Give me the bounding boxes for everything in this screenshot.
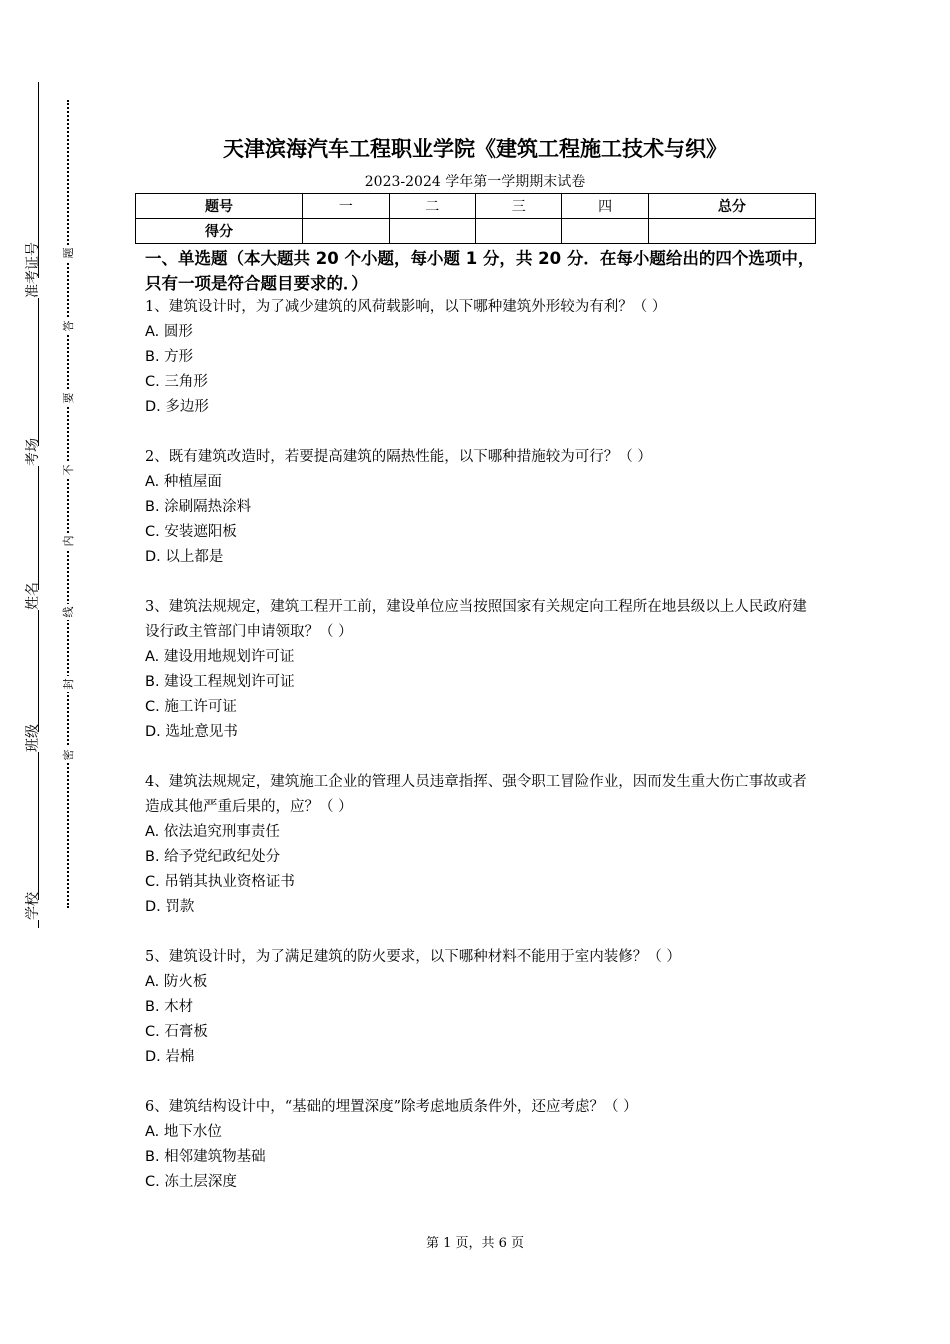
question-stem: 1、建筑设计时，为了减少建筑的风荷载影响，以下哪种建筑外形较为有利？（ ） [145,299,667,315]
option-text: 选址意见书 [165,724,238,740]
answer-option[interactable] [145,1170,813,1195]
score-header-cell: 二 [389,194,475,219]
option-letter: C. [145,1024,160,1040]
field-school-label: 学校 [22,900,42,920]
answer-option[interactable] [145,520,813,545]
question-stem: 3、建筑法规规定，建筑工程开工前，建设单位应当按照国家有关规定向工程所在地县级以上人民政府建设行政主管部门申请领取？（ ） [145,599,807,640]
field-exam-number-label: 准考证号 [22,278,42,298]
seal-char: 题 [60,245,76,261]
option-text: 依法追究刑事责任 [163,824,280,840]
option-text: 多边形 [165,399,209,415]
option-text: 方形 [164,349,194,365]
score-table [135,193,816,244]
answer-option[interactable] [145,395,813,420]
option-text: 以上都是 [165,549,224,565]
question-item [145,295,813,420]
option-letter: A. [145,324,160,340]
question-list [145,295,813,1220]
question-item [145,1095,813,1195]
option-text: 三角形 [164,374,208,390]
score-header-cell: 一 [303,194,389,219]
seal-char: 线 [60,604,76,620]
question-item [145,595,813,745]
option-text: 施工许可证 [164,699,237,715]
page-footer: 第 1 页，共 6 页 [425,1236,525,1251]
option-letter: A. [145,974,160,990]
option-letter: B. [145,674,160,690]
question-item [145,770,813,920]
answer-option[interactable] [145,495,813,520]
answer-option[interactable] [145,470,813,495]
score-cell[interactable] [303,219,389,244]
seal-char: 不 [60,462,76,478]
option-letter: D. [145,399,161,415]
option-text: 相邻建筑物基础 [164,1149,266,1165]
score-cell[interactable] [475,219,561,244]
option-text: 给予党纪政纪处分 [164,849,281,865]
answer-option[interactable] [145,845,813,870]
answer-option[interactable] [145,370,813,395]
binding-line [38,82,39,928]
option-text: 冻土层深度 [164,1174,237,1190]
field-class-label: 班级 [22,732,42,752]
answer-option[interactable] [145,1120,813,1145]
score-table-score-row [136,219,816,244]
exam-subtitle: 2023-2024 学年第一学期期末试卷 [364,174,586,190]
option-text: 罚款 [165,899,195,915]
option-letter: D. [145,899,161,915]
option-text: 安装遮阳板 [164,524,237,540]
seal-dotted-line [67,100,69,908]
option-letter: A. [145,824,160,840]
option-letter: A. [145,474,160,490]
seal-char: 封 [60,676,76,692]
option-letter: D. [145,724,161,740]
option-letter: C. [145,1174,160,1190]
option-text: 种植屋面 [163,474,222,490]
seal-char: 要 [60,390,76,406]
option-text: 涂刷隔热涂料 [164,499,252,515]
answer-option[interactable] [145,995,813,1020]
answer-option[interactable] [145,1045,813,1070]
option-text: 吊销其执业资格证书 [164,874,295,890]
option-letter: D. [145,1049,161,1065]
option-letter: C. [145,874,160,890]
question-item [145,445,813,570]
score-cell[interactable] [389,219,475,244]
score-header-cell: 三 [475,194,561,219]
option-text: 木材 [164,999,194,1015]
question-item [145,945,813,1070]
answer-option[interactable] [145,1020,813,1045]
answer-option[interactable] [145,695,813,720]
answer-option[interactable] [145,820,813,845]
field-name-label: 姓名 [22,590,42,610]
score-row-label: 得分 [136,219,303,244]
option-text: 圆形 [163,324,193,340]
option-text: 地下水位 [163,1124,222,1140]
option-letter: B. [145,999,160,1015]
seal-char: 答 [60,318,76,334]
answer-option[interactable] [145,970,813,995]
option-text: 岩棉 [165,1049,195,1065]
score-cell[interactable] [562,219,648,244]
answer-option[interactable] [145,720,813,745]
score-header-cell: 题号 [136,194,303,219]
option-letter: C. [145,374,160,390]
section-header: 一、单选题（本大题共 20 个小题，每小题 1 分，共 20 分．在每小题给出的四个选项中，只有一项是符合题目要求的．） [145,249,815,293]
option-letter: B. [145,349,160,365]
answer-option[interactable] [145,870,813,895]
option-letter: C. [145,699,160,715]
option-letter: D. [145,549,161,565]
seal-char: 内 [60,533,76,549]
option-letter: B. [145,499,160,515]
answer-option[interactable] [145,1145,813,1170]
score-table-header-row [136,194,816,219]
option-letter: A. [145,1124,160,1140]
question-stem: 5、建筑设计时，为了满足建筑的防火要求，以下哪种材料不能用于室内装修？（ ） [145,949,681,965]
question-stem: 4、建筑法规规定，建筑施工企业的管理人员违章指挥、强令职工冒险作业，因而发生重大伤亡事故或者造成其他严重后果的，应？（ ） [145,774,807,815]
score-cell[interactable] [648,219,815,244]
answer-option[interactable] [145,895,813,920]
question-stem: 6、建筑结构设计中，“基础的埋置深度”除考虑地质条件外，还应考虑？（ ） [145,1099,638,1115]
option-text: 石膏板 [164,1024,208,1040]
option-letter: B. [145,849,160,865]
answer-option[interactable] [145,670,813,695]
option-letter: A. [145,649,160,665]
seal-char: 密 [60,747,76,763]
option-text: 建设用地规划许可证 [163,649,295,665]
option-letter: B. [145,1149,160,1165]
score-header-cell: 四 [562,194,648,219]
option-text: 防火板 [163,974,208,990]
answer-option[interactable] [145,320,813,345]
answer-option[interactable] [145,645,813,670]
option-text: 建设工程规划许可证 [164,674,295,690]
score-header-cell: 总分 [648,194,815,219]
question-stem: 2、既有建筑改造时，若要提高建筑的隔热性能，以下哪种措施较为可行？（ ） [145,449,652,465]
answer-option[interactable] [145,545,813,570]
exam-title: 天津滨海汽车工程职业学院《建筑工程施工技术与织》 [223,137,727,161]
answer-option[interactable] [145,345,813,370]
option-letter: C. [145,524,160,540]
field-exam-room-label: 考场 [22,446,42,466]
